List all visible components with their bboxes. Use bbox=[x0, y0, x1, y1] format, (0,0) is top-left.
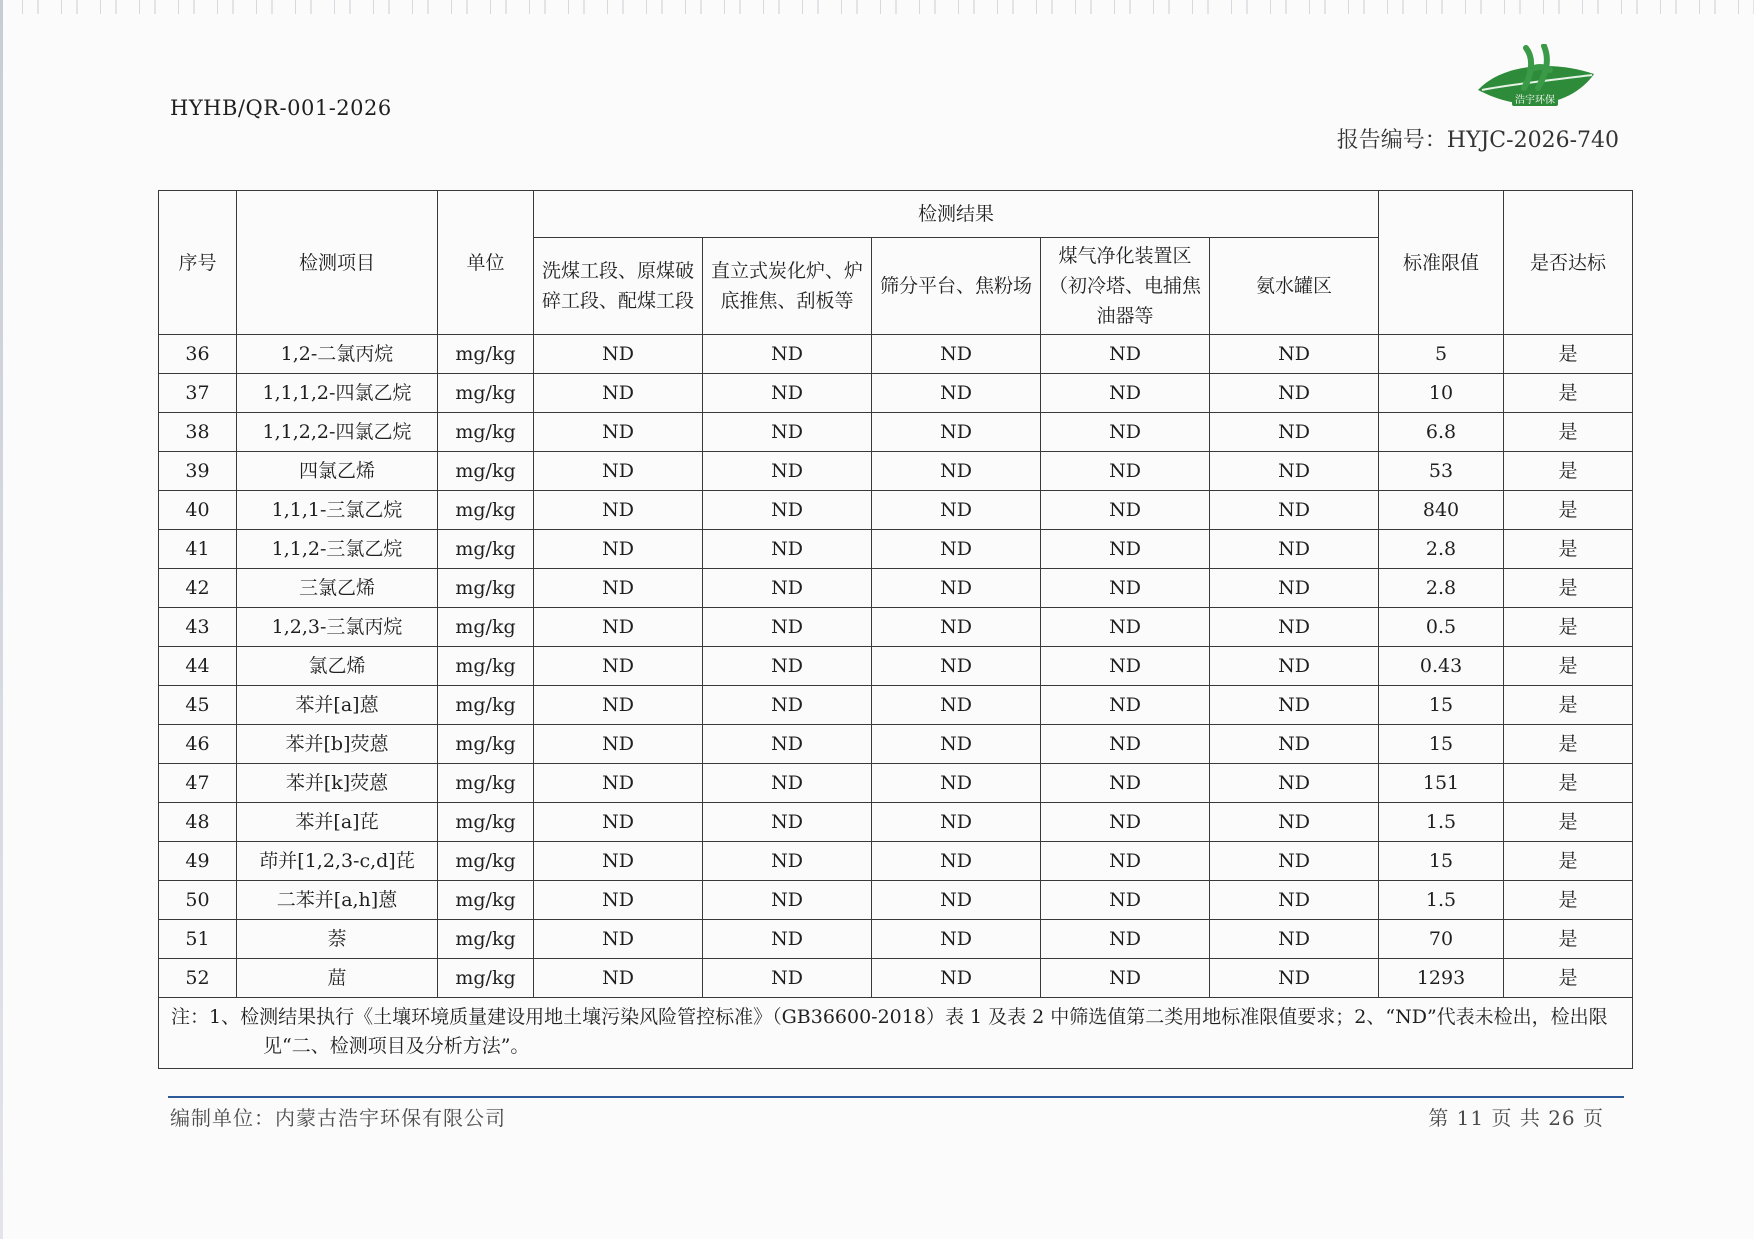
table-row bbox=[159, 959, 1633, 998]
cell-seq: 36 bbox=[159, 335, 237, 374]
cell-compliant: 是 bbox=[1504, 881, 1633, 920]
footer-organization: 编制单位：内蒙古浩宇环保有限公司 bbox=[170, 1106, 506, 1130]
cell-result-3: ND bbox=[872, 725, 1041, 764]
cell-limit: 15 bbox=[1379, 725, 1504, 764]
cell-unit: mg/kg bbox=[438, 959, 534, 998]
cell-compliant: 是 bbox=[1504, 335, 1633, 374]
col-header-item: 检测项目 bbox=[237, 191, 438, 335]
cell-result-2: ND bbox=[703, 647, 872, 686]
cell-limit: 2.8 bbox=[1379, 569, 1504, 608]
cell-result-3: ND bbox=[872, 920, 1041, 959]
cell-result-5: ND bbox=[1210, 842, 1379, 881]
cell-unit: mg/kg bbox=[438, 452, 534, 491]
table-row bbox=[159, 608, 1633, 647]
cell-compliant: 是 bbox=[1504, 569, 1633, 608]
cell-item: 苯并[k]荧蒽 bbox=[237, 764, 438, 803]
cell-result-3: ND bbox=[872, 491, 1041, 530]
cell-result-5: ND bbox=[1210, 803, 1379, 842]
cell-seq: 52 bbox=[159, 959, 237, 998]
cell-result-1: ND bbox=[534, 686, 703, 725]
cell-result-4: ND bbox=[1041, 725, 1210, 764]
cell-result-1: ND bbox=[534, 959, 703, 998]
cell-result-2: ND bbox=[703, 335, 872, 374]
cell-result-4: ND bbox=[1041, 803, 1210, 842]
cell-seq: 51 bbox=[159, 920, 237, 959]
cell-result-2: ND bbox=[703, 881, 872, 920]
cell-result-1: ND bbox=[534, 530, 703, 569]
cell-result-4: ND bbox=[1041, 413, 1210, 452]
cell-unit: mg/kg bbox=[438, 374, 534, 413]
cell-item: 茚并[1,2,3-c,d]芘 bbox=[237, 842, 438, 881]
cell-compliant: 是 bbox=[1504, 803, 1633, 842]
table-row bbox=[159, 725, 1633, 764]
cell-item: 䓛 bbox=[237, 959, 438, 998]
scan-edge-top bbox=[0, 0, 1754, 14]
cell-result-2: ND bbox=[703, 842, 872, 881]
cell-unit: mg/kg bbox=[438, 569, 534, 608]
cell-unit: mg/kg bbox=[438, 686, 534, 725]
cell-result-4: ND bbox=[1041, 452, 1210, 491]
cell-limit: 6.8 bbox=[1379, 413, 1504, 452]
cell-item: 1,2-二氯丙烷 bbox=[237, 335, 438, 374]
cell-result-1: ND bbox=[534, 842, 703, 881]
cell-compliant: 是 bbox=[1504, 842, 1633, 881]
cell-result-3: ND bbox=[872, 569, 1041, 608]
table-row bbox=[159, 686, 1633, 725]
cell-result-1: ND bbox=[534, 413, 703, 452]
cell-result-3: ND bbox=[872, 764, 1041, 803]
cell-limit: 1.5 bbox=[1379, 881, 1504, 920]
logo-text: 浩宇环保 bbox=[1515, 95, 1555, 106]
cell-result-1: ND bbox=[534, 803, 703, 842]
cell-item: 苯并[a]芘 bbox=[237, 803, 438, 842]
cell-limit: 53 bbox=[1379, 452, 1504, 491]
cell-item: 苯并[b]荧蒽 bbox=[237, 725, 438, 764]
cell-result-5: ND bbox=[1210, 686, 1379, 725]
cell-result-2: ND bbox=[703, 920, 872, 959]
table-row bbox=[159, 491, 1633, 530]
cell-result-3: ND bbox=[872, 803, 1041, 842]
cell-result-4: ND bbox=[1041, 881, 1210, 920]
cell-unit: mg/kg bbox=[438, 335, 534, 374]
cell-unit: mg/kg bbox=[438, 764, 534, 803]
col-header-limit: 标准限值 bbox=[1379, 191, 1504, 335]
cell-compliant: 是 bbox=[1504, 686, 1633, 725]
cell-seq: 46 bbox=[159, 725, 237, 764]
cell-result-4: ND bbox=[1041, 686, 1210, 725]
table-row bbox=[159, 335, 1633, 374]
cell-result-5: ND bbox=[1210, 569, 1379, 608]
cell-seq: 45 bbox=[159, 686, 237, 725]
cell-unit: mg/kg bbox=[438, 842, 534, 881]
col-header-location-4: 煤气净化装置区（初冷塔、电捕焦油器等 bbox=[1041, 238, 1210, 335]
cell-result-2: ND bbox=[703, 725, 872, 764]
cell-item: 萘 bbox=[237, 920, 438, 959]
cell-unit: mg/kg bbox=[438, 608, 534, 647]
cell-seq: 47 bbox=[159, 764, 237, 803]
table-row bbox=[159, 413, 1633, 452]
cell-result-1: ND bbox=[534, 569, 703, 608]
cell-result-4: ND bbox=[1041, 647, 1210, 686]
cell-unit: mg/kg bbox=[438, 920, 534, 959]
cell-result-2: ND bbox=[703, 452, 872, 491]
cell-compliant: 是 bbox=[1504, 452, 1633, 491]
col-header-location-3: 筛分平台、焦粉场 bbox=[872, 238, 1041, 335]
cell-item: 四氯乙烯 bbox=[237, 452, 438, 491]
cell-unit: mg/kg bbox=[438, 491, 534, 530]
cell-result-2: ND bbox=[703, 803, 872, 842]
cell-result-4: ND bbox=[1041, 491, 1210, 530]
cell-result-4: ND bbox=[1041, 920, 1210, 959]
cell-compliant: 是 bbox=[1504, 647, 1633, 686]
cell-result-5: ND bbox=[1210, 374, 1379, 413]
cell-result-3: ND bbox=[872, 335, 1041, 374]
cell-result-3: ND bbox=[872, 647, 1041, 686]
table-row bbox=[159, 881, 1633, 920]
cell-seq: 37 bbox=[159, 374, 237, 413]
cell-result-5: ND bbox=[1210, 491, 1379, 530]
table-row bbox=[159, 803, 1633, 842]
cell-result-5: ND bbox=[1210, 725, 1379, 764]
cell-result-5: ND bbox=[1210, 452, 1379, 491]
note-text: 注：1、检测结果执行《土壤环境质量建设用地土壤污染风险管控标准》（GB36600-2018）表 1 及表 2 中筛选值第二类用地标准限值要求；2、“ND”代表未检出，检出限见“二、检测项目及分析方法”。 bbox=[171, 1006, 1608, 1057]
col-header-location-5: 氨水罐区 bbox=[1210, 238, 1379, 335]
cell-result-2: ND bbox=[703, 608, 872, 647]
cell-result-1: ND bbox=[534, 647, 703, 686]
cell-compliant: 是 bbox=[1504, 413, 1633, 452]
col-header-location-1: 洗煤工段、原煤破碎工段、配煤工段 bbox=[534, 238, 703, 335]
cell-result-1: ND bbox=[534, 452, 703, 491]
col-header-unit: 单位 bbox=[438, 191, 534, 335]
document-code: HYHB/QR-001-2026 bbox=[170, 96, 392, 120]
cell-result-4: ND bbox=[1041, 335, 1210, 374]
table-row bbox=[159, 530, 1633, 569]
cell-unit: mg/kg bbox=[438, 530, 534, 569]
table-row bbox=[159, 842, 1633, 881]
cell-item: 二苯并[a,h]蒽 bbox=[237, 881, 438, 920]
cell-result-2: ND bbox=[703, 686, 872, 725]
cell-result-5: ND bbox=[1210, 920, 1379, 959]
cell-limit: 5 bbox=[1379, 335, 1504, 374]
cell-result-3: ND bbox=[872, 959, 1041, 998]
col-header-location-2: 直立式炭化炉、炉底推焦、刮板等 bbox=[703, 238, 872, 335]
cell-unit: mg/kg bbox=[438, 725, 534, 764]
cell-result-5: ND bbox=[1210, 647, 1379, 686]
results-table bbox=[158, 190, 1633, 1069]
footer-rule bbox=[168, 1096, 1624, 1098]
cell-seq: 42 bbox=[159, 569, 237, 608]
cell-result-4: ND bbox=[1041, 569, 1210, 608]
cell-item: 氯乙烯 bbox=[237, 647, 438, 686]
table-row bbox=[159, 647, 1633, 686]
cell-seq: 50 bbox=[159, 881, 237, 920]
table-row bbox=[159, 452, 1633, 491]
cell-result-4: ND bbox=[1041, 608, 1210, 647]
cell-result-5: ND bbox=[1210, 413, 1379, 452]
cell-result-2: ND bbox=[703, 491, 872, 530]
cell-limit: 0.5 bbox=[1379, 608, 1504, 647]
cell-result-2: ND bbox=[703, 569, 872, 608]
cell-seq: 44 bbox=[159, 647, 237, 686]
cell-unit: mg/kg bbox=[438, 647, 534, 686]
cell-seq: 39 bbox=[159, 452, 237, 491]
table-row bbox=[159, 764, 1633, 803]
cell-compliant: 是 bbox=[1504, 608, 1633, 647]
cell-result-2: ND bbox=[703, 374, 872, 413]
cell-result-3: ND bbox=[872, 413, 1041, 452]
cell-result-5: ND bbox=[1210, 608, 1379, 647]
cell-compliant: 是 bbox=[1504, 920, 1633, 959]
cell-unit: mg/kg bbox=[438, 413, 534, 452]
cell-result-1: ND bbox=[534, 764, 703, 803]
cell-result-1: ND bbox=[534, 374, 703, 413]
cell-unit: mg/kg bbox=[438, 881, 534, 920]
cell-item: 1,1,1,2-四氯乙烷 bbox=[237, 374, 438, 413]
cell-result-3: ND bbox=[872, 530, 1041, 569]
scan-edge-left bbox=[0, 0, 3, 1239]
table-row bbox=[159, 569, 1633, 608]
cell-result-4: ND bbox=[1041, 764, 1210, 803]
cell-compliant: 是 bbox=[1504, 959, 1633, 998]
cell-limit: 151 bbox=[1379, 764, 1504, 803]
cell-result-4: ND bbox=[1041, 842, 1210, 881]
cell-limit: 1293 bbox=[1379, 959, 1504, 998]
cell-unit: mg/kg bbox=[438, 803, 534, 842]
cell-seq: 40 bbox=[159, 491, 237, 530]
cell-result-5: ND bbox=[1210, 530, 1379, 569]
cell-result-4: ND bbox=[1041, 959, 1210, 998]
cell-item: 1,1,2-三氯乙烷 bbox=[237, 530, 438, 569]
cell-compliant: 是 bbox=[1504, 491, 1633, 530]
cell-result-1: ND bbox=[534, 491, 703, 530]
cell-result-3: ND bbox=[872, 686, 1041, 725]
cell-limit: 1.5 bbox=[1379, 803, 1504, 842]
cell-limit: 840 bbox=[1379, 491, 1504, 530]
cell-result-1: ND bbox=[534, 881, 703, 920]
cell-limit: 70 bbox=[1379, 920, 1504, 959]
cell-result-5: ND bbox=[1210, 959, 1379, 998]
cell-item: 苯并[a]蒽 bbox=[237, 686, 438, 725]
cell-result-4: ND bbox=[1041, 530, 1210, 569]
cell-result-5: ND bbox=[1210, 881, 1379, 920]
cell-item: 1,2,3-三氯丙烷 bbox=[237, 608, 438, 647]
col-header-compliant: 是否达标 bbox=[1504, 191, 1633, 335]
footer-page-number: 第 11 页 共 26 页 bbox=[1428, 1106, 1604, 1130]
cell-seq: 48 bbox=[159, 803, 237, 842]
cell-limit: 15 bbox=[1379, 842, 1504, 881]
report-number: 报告编号：HYJC-2026-740 bbox=[1336, 128, 1619, 153]
cell-item: 1,1,1-三氯乙烷 bbox=[237, 491, 438, 530]
cell-seq: 41 bbox=[159, 530, 237, 569]
cell-result-5: ND bbox=[1210, 335, 1379, 374]
header-row bbox=[159, 191, 1633, 238]
cell-item: 1,1,2,2-四氯乙烷 bbox=[237, 413, 438, 452]
cell-result-1: ND bbox=[534, 335, 703, 374]
cell-result-2: ND bbox=[703, 530, 872, 569]
cell-result-3: ND bbox=[872, 842, 1041, 881]
cell-compliant: 是 bbox=[1504, 725, 1633, 764]
cell-result-1: ND bbox=[534, 725, 703, 764]
cell-limit: 15 bbox=[1379, 686, 1504, 725]
cell-seq: 38 bbox=[159, 413, 237, 452]
table-row bbox=[159, 374, 1633, 413]
col-header-seq: 序号 bbox=[159, 191, 237, 335]
cell-result-2: ND bbox=[703, 413, 872, 452]
cell-result-2: ND bbox=[703, 764, 872, 803]
cell-result-2: ND bbox=[703, 959, 872, 998]
cell-result-5: ND bbox=[1210, 764, 1379, 803]
table-row bbox=[159, 920, 1633, 959]
cell-result-1: ND bbox=[534, 920, 703, 959]
cell-limit: 2.8 bbox=[1379, 530, 1504, 569]
cell-result-3: ND bbox=[872, 608, 1041, 647]
company-logo bbox=[1472, 44, 1598, 120]
note-row bbox=[159, 998, 1633, 1069]
cell-compliant: 是 bbox=[1504, 530, 1633, 569]
cell-compliant: 是 bbox=[1504, 374, 1633, 413]
cell-result-3: ND bbox=[872, 881, 1041, 920]
col-header-results: 检测结果 bbox=[534, 191, 1379, 238]
cell-compliant: 是 bbox=[1504, 764, 1633, 803]
cell-seq: 49 bbox=[159, 842, 237, 881]
cell-result-3: ND bbox=[872, 452, 1041, 491]
cell-result-1: ND bbox=[534, 608, 703, 647]
cell-result-3: ND bbox=[872, 374, 1041, 413]
cell-seq: 43 bbox=[159, 608, 237, 647]
cell-item: 三氯乙烯 bbox=[237, 569, 438, 608]
cell-result-4: ND bbox=[1041, 374, 1210, 413]
cell-limit: 10 bbox=[1379, 374, 1504, 413]
cell-limit: 0.43 bbox=[1379, 647, 1504, 686]
table-note bbox=[159, 998, 1633, 1069]
